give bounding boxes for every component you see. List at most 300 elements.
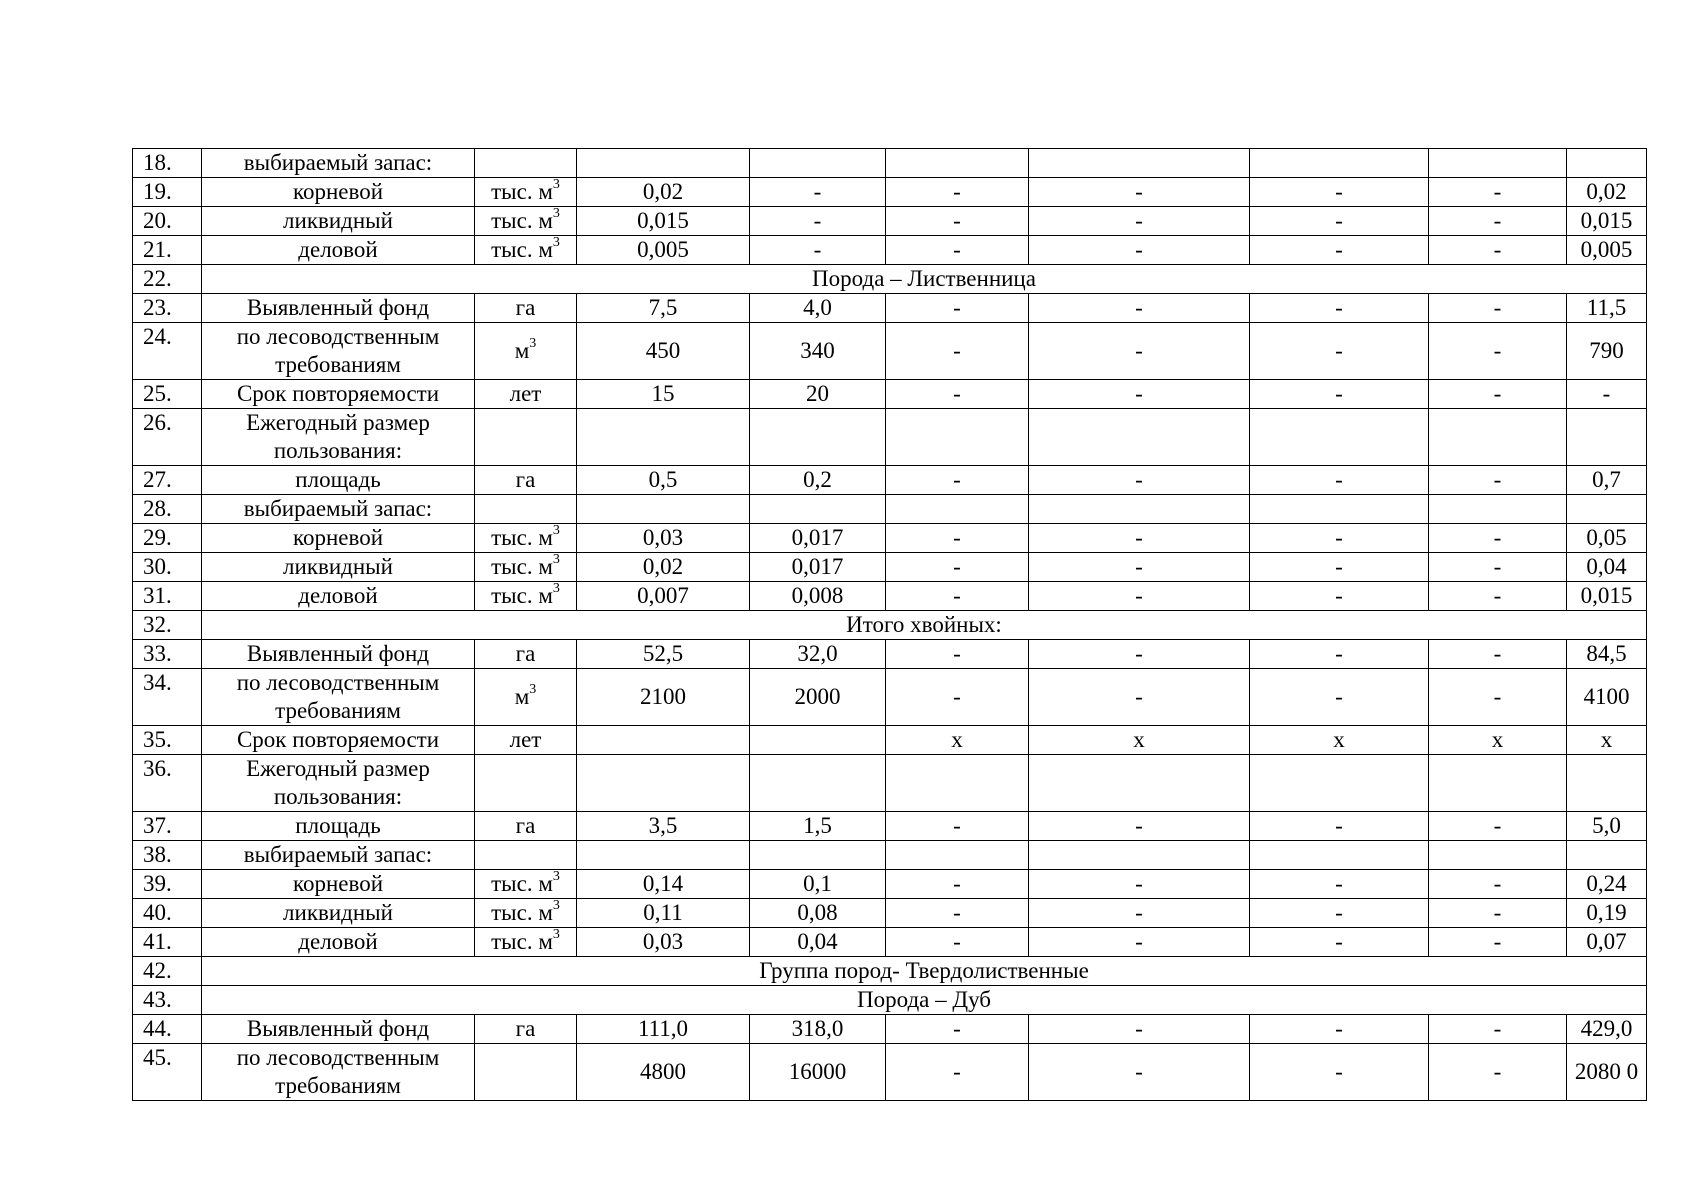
value-cell: -: [1250, 669, 1429, 726]
value-cell: 0,017: [750, 553, 886, 582]
value-cell: -: [1029, 1015, 1250, 1044]
value-cell: -: [886, 323, 1029, 380]
value-cell: -: [1250, 812, 1429, 841]
value-cell: [750, 726, 886, 755]
row-label: выбираемый запас:: [202, 149, 475, 178]
value-cell: -: [1429, 524, 1567, 553]
value-cell: -: [1429, 928, 1567, 957]
unit-cell: [475, 380, 577, 409]
table-row: [133, 582, 1647, 611]
table-row: [133, 870, 1647, 899]
value-cell: 20: [750, 380, 886, 409]
row-label: корневой: [202, 524, 475, 553]
value-cell: -: [1250, 466, 1429, 495]
value-cell: 0,11: [577, 899, 750, 928]
value-cell: 0,2: [750, 466, 886, 495]
value-cell: 1,5: [750, 812, 886, 841]
row-number: 30.: [133, 553, 202, 582]
unit-cell: [475, 582, 577, 611]
table-row: [133, 294, 1647, 323]
value-cell: [750, 755, 886, 812]
value-cell: -: [886, 870, 1029, 899]
value-cell: 0,015: [577, 207, 750, 236]
value-cell: 3,5: [577, 812, 750, 841]
value-cell: [750, 409, 886, 466]
value-cell: -: [1029, 582, 1250, 611]
value-cell: 0,007: [577, 582, 750, 611]
value-cell: -: [1429, 323, 1567, 380]
value-cell: [1567, 495, 1647, 524]
value-cell: 340: [750, 323, 886, 380]
unit-text: тыс. м: [491, 525, 553, 550]
value-cell: -: [1250, 323, 1429, 380]
section-title: Порода – Дуб: [202, 986, 1647, 1015]
row-number: 39.: [133, 870, 202, 899]
table-row: [133, 1044, 1647, 1101]
section-title: Группа пород- Твердолиственные: [202, 957, 1647, 986]
unit-text: м: [514, 684, 530, 709]
unit-superscript: 3: [552, 552, 560, 568]
value-cell: -: [886, 207, 1029, 236]
table-row: [133, 149, 1647, 178]
row-number: 19.: [133, 178, 202, 207]
value-cell: 2100: [577, 669, 750, 726]
table-row: [133, 466, 1647, 495]
value-cell: 0,02: [577, 553, 750, 582]
value-cell: 0,005: [577, 236, 750, 265]
table-row: [133, 553, 1647, 582]
value-cell: -: [1567, 380, 1647, 409]
value-cell: -: [886, 178, 1029, 207]
value-cell: -: [886, 236, 1029, 265]
row-label: площадь: [202, 466, 475, 495]
unit-text: тыс. м: [491, 179, 553, 204]
value-cell: 0,03: [577, 524, 750, 553]
table-row: [133, 1015, 1647, 1044]
value-cell: -: [1429, 1044, 1567, 1101]
value-cell: [886, 149, 1029, 178]
unit-superscript: 3: [552, 235, 560, 251]
value-cell: -: [1029, 640, 1250, 669]
unit-cell: [475, 870, 577, 899]
value-cell: [1429, 149, 1567, 178]
value-cell: х: [886, 726, 1029, 755]
value-cell: -: [1429, 812, 1567, 841]
value-cell: х: [1250, 726, 1429, 755]
value-cell: [1567, 409, 1647, 466]
value-cell: 0,017: [750, 524, 886, 553]
value-cell: -: [1250, 640, 1429, 669]
table-row: [133, 841, 1647, 870]
table-row: [133, 812, 1647, 841]
row-label: деловой: [202, 236, 475, 265]
row-number: 32.: [133, 611, 202, 640]
value-cell: [1250, 841, 1429, 870]
row-label: Ежегодный размер пользования:: [202, 755, 475, 812]
unit-text: тыс. м: [491, 871, 553, 896]
unit-cell: [475, 409, 577, 466]
value-cell: 11,5: [1567, 294, 1647, 323]
row-label: площадь: [202, 812, 475, 841]
row-label: Выявленный фонд: [202, 1015, 475, 1044]
value-cell: [886, 409, 1029, 466]
value-cell: [577, 149, 750, 178]
value-cell: 0,07: [1567, 928, 1647, 957]
value-cell: [1250, 409, 1429, 466]
row-label: корневой: [202, 178, 475, 207]
row-number: 29.: [133, 524, 202, 553]
value-cell: 450: [577, 323, 750, 380]
value-cell: -: [1250, 236, 1429, 265]
value-cell: 16000: [750, 1044, 886, 1101]
table-row: [133, 899, 1647, 928]
value-cell: 2080 0: [1567, 1044, 1647, 1101]
value-cell: 4100: [1567, 669, 1647, 726]
value-cell: -: [750, 236, 886, 265]
value-cell: [1429, 755, 1567, 812]
value-cell: -: [1250, 928, 1429, 957]
value-cell: 0,04: [750, 928, 886, 957]
value-cell: [1029, 409, 1250, 466]
section-row: [133, 957, 1647, 986]
value-cell: [1250, 149, 1429, 178]
section-title: Порода – Лиственница: [202, 265, 1647, 294]
unit-cell: [475, 726, 577, 755]
unit-text: га: [515, 295, 536, 320]
value-cell: 0,24: [1567, 870, 1647, 899]
value-cell: -: [1029, 236, 1250, 265]
value-cell: [1250, 755, 1429, 812]
row-number: 26.: [133, 409, 202, 466]
value-cell: -: [1029, 466, 1250, 495]
value-cell: -: [1250, 524, 1429, 553]
value-cell: -: [1029, 899, 1250, 928]
value-cell: [886, 495, 1029, 524]
value-cell: [750, 841, 886, 870]
value-cell: -: [1250, 1015, 1429, 1044]
row-number: 44.: [133, 1015, 202, 1044]
value-cell: 5,0: [1567, 812, 1647, 841]
value-cell: -: [1250, 899, 1429, 928]
row-number: 43.: [133, 986, 202, 1015]
value-cell: 0,05: [1567, 524, 1647, 553]
table-row: [133, 236, 1647, 265]
value-cell: -: [886, 928, 1029, 957]
value-cell: -: [886, 899, 1029, 928]
value-cell: -: [1029, 178, 1250, 207]
row-number: 20.: [133, 207, 202, 236]
value-cell: 0,19: [1567, 899, 1647, 928]
unit-cell: [475, 294, 577, 323]
value-cell: 4,0: [750, 294, 886, 323]
unit-cell: [475, 553, 577, 582]
unit-text: лет: [509, 727, 542, 752]
value-cell: -: [750, 207, 886, 236]
value-cell: -: [1429, 870, 1567, 899]
value-cell: 32,0: [750, 640, 886, 669]
unit-text: га: [515, 813, 536, 838]
row-number: 45.: [133, 1044, 202, 1101]
value-cell: [1250, 495, 1429, 524]
value-cell: -: [1029, 294, 1250, 323]
value-cell: -: [1029, 870, 1250, 899]
value-cell: [1029, 149, 1250, 178]
unit-cell: [475, 841, 577, 870]
row-number: 42.: [133, 957, 202, 986]
row-label: выбираемый запас:: [202, 841, 475, 870]
row-label: по лесоводственным требованиям: [202, 669, 475, 726]
unit-text: м: [514, 338, 530, 363]
value-cell: -: [1429, 294, 1567, 323]
table-row: [133, 640, 1647, 669]
table-row: [133, 380, 1647, 409]
forest-use-table: [132, 148, 1647, 1101]
value-cell: -: [1429, 207, 1567, 236]
table-row: [133, 409, 1647, 466]
value-cell: -: [1429, 466, 1567, 495]
row-number: 35.: [133, 726, 202, 755]
value-cell: -: [1029, 928, 1250, 957]
value-cell: -: [1429, 582, 1567, 611]
value-cell: 84,5: [1567, 640, 1647, 669]
value-cell: -: [1429, 669, 1567, 726]
unit-text: тыс. м: [491, 237, 553, 262]
value-cell: 0,1: [750, 870, 886, 899]
table-row: [133, 755, 1647, 812]
row-label: корневой: [202, 870, 475, 899]
row-label: Ежегодный размер пользования:: [202, 409, 475, 466]
value-cell: -: [886, 812, 1029, 841]
value-cell: 0,008: [750, 582, 886, 611]
value-cell: 0,02: [1567, 178, 1647, 207]
value-cell: -: [1429, 899, 1567, 928]
row-number: 24.: [133, 323, 202, 380]
value-cell: -: [1029, 669, 1250, 726]
unit-superscript: 3: [529, 336, 537, 352]
table-row: [133, 207, 1647, 236]
table-row: [133, 178, 1647, 207]
value-cell: 7,5: [577, 294, 750, 323]
value-cell: -: [886, 1044, 1029, 1101]
value-cell: [1567, 841, 1647, 870]
value-cell: -: [1429, 1015, 1567, 1044]
value-cell: [1429, 409, 1567, 466]
value-cell: 0,7: [1567, 466, 1647, 495]
unit-cell: [475, 928, 577, 957]
row-number: 25.: [133, 380, 202, 409]
section-row: [133, 265, 1647, 294]
value-cell: -: [886, 466, 1029, 495]
row-label: Выявленный фонд: [202, 640, 475, 669]
unit-cell: [475, 236, 577, 265]
value-cell: 0,08: [750, 899, 886, 928]
row-number: 21.: [133, 236, 202, 265]
value-cell: 0,04: [1567, 553, 1647, 582]
value-cell: -: [1250, 582, 1429, 611]
row-number: 41.: [133, 928, 202, 957]
data-table-sheet: [132, 148, 1646, 1101]
value-cell: [886, 755, 1029, 812]
unit-cell: [475, 640, 577, 669]
value-cell: 0,14: [577, 870, 750, 899]
unit-cell: [475, 899, 577, 928]
unit-cell: [475, 149, 577, 178]
row-number: 36.: [133, 755, 202, 812]
value-cell: [1429, 841, 1567, 870]
row-label: деловой: [202, 582, 475, 611]
value-cell: [1429, 495, 1567, 524]
value-cell: -: [1029, 524, 1250, 553]
value-cell: 0,02: [577, 178, 750, 207]
value-cell: -: [886, 582, 1029, 611]
value-cell: [750, 495, 886, 524]
value-cell: -: [1250, 553, 1429, 582]
row-label: ликвидный: [202, 553, 475, 582]
row-label: ликвидный: [202, 207, 475, 236]
value-cell: -: [886, 294, 1029, 323]
value-cell: -: [886, 640, 1029, 669]
value-cell: -: [1029, 207, 1250, 236]
unit-cell: [475, 812, 577, 841]
value-cell: -: [886, 553, 1029, 582]
unit-superscript: 3: [552, 869, 560, 885]
row-number: 40.: [133, 899, 202, 928]
unit-text: тыс. м: [491, 554, 553, 579]
value-cell: -: [1029, 812, 1250, 841]
unit-text: га: [515, 1016, 536, 1041]
value-cell: -: [886, 1015, 1029, 1044]
unit-cell: [475, 466, 577, 495]
table-row: [133, 669, 1647, 726]
value-cell: [1029, 495, 1250, 524]
value-cell: 4800: [577, 1044, 750, 1101]
value-cell: 0,03: [577, 928, 750, 957]
unit-superscript: 3: [552, 898, 560, 914]
value-cell: -: [886, 524, 1029, 553]
value-cell: [577, 755, 750, 812]
unit-cell: [475, 1044, 577, 1101]
value-cell: 0,015: [1567, 582, 1647, 611]
row-label: Срок повторяемости: [202, 726, 475, 755]
value-cell: -: [1250, 207, 1429, 236]
row-label: Срок повторяемости: [202, 380, 475, 409]
section-title: Итого хвойных:: [202, 611, 1647, 640]
value-cell: -: [1250, 1044, 1429, 1101]
row-number: 37.: [133, 812, 202, 841]
row-number: 31.: [133, 582, 202, 611]
table-row: [133, 495, 1647, 524]
value-cell: -: [886, 380, 1029, 409]
row-number: 34.: [133, 669, 202, 726]
row-number: 28.: [133, 495, 202, 524]
value-cell: -: [1250, 294, 1429, 323]
row-label: выбираемый запас:: [202, 495, 475, 524]
unit-cell: [475, 524, 577, 553]
value-cell: 0,5: [577, 466, 750, 495]
value-cell: 0,015: [1567, 207, 1647, 236]
row-label: деловой: [202, 928, 475, 957]
value-cell: [750, 149, 886, 178]
value-cell: х: [1567, 726, 1647, 755]
value-cell: -: [1029, 323, 1250, 380]
value-cell: 15: [577, 380, 750, 409]
row-number: 27.: [133, 466, 202, 495]
unit-superscript: 3: [529, 682, 537, 698]
row-number: 33.: [133, 640, 202, 669]
row-number: 18.: [133, 149, 202, 178]
unit-cell: [475, 755, 577, 812]
value-cell: -: [750, 178, 886, 207]
unit-superscript: 3: [552, 523, 560, 539]
section-row: [133, 986, 1647, 1015]
row-number: 38.: [133, 841, 202, 870]
row-number: 22.: [133, 265, 202, 294]
row-label: Выявленный фонд: [202, 294, 475, 323]
row-label: ликвидный: [202, 899, 475, 928]
value-cell: [577, 409, 750, 466]
table-row: [133, 323, 1647, 380]
unit-cell: [475, 178, 577, 207]
row-number: 23.: [133, 294, 202, 323]
unit-text: га: [515, 467, 536, 492]
value-cell: х: [1029, 726, 1250, 755]
row-label: по лесоводственным требованиям: [202, 323, 475, 380]
value-cell: -: [1029, 553, 1250, 582]
value-cell: -: [1250, 380, 1429, 409]
unit-text: тыс. м: [491, 208, 553, 233]
section-row: [133, 611, 1647, 640]
value-cell: -: [1429, 236, 1567, 265]
unit-text: тыс. м: [491, 900, 553, 925]
unit-cell: [475, 207, 577, 236]
value-cell: [1029, 755, 1250, 812]
table-row: [133, 726, 1647, 755]
value-cell: -: [1250, 178, 1429, 207]
unit-text: тыс. м: [491, 929, 553, 954]
value-cell: -: [1429, 553, 1567, 582]
value-cell: [886, 841, 1029, 870]
value-cell: -: [1029, 380, 1250, 409]
unit-cell: [475, 495, 577, 524]
value-cell: -: [1250, 870, 1429, 899]
value-cell: -: [1029, 1044, 1250, 1101]
value-cell: -: [886, 669, 1029, 726]
table-row: [133, 524, 1647, 553]
unit-text: тыс. м: [491, 583, 553, 608]
value-cell: -: [1429, 178, 1567, 207]
value-cell: [577, 841, 750, 870]
value-cell: 790: [1567, 323, 1647, 380]
unit-cell: [475, 323, 577, 380]
value-cell: 2000: [750, 669, 886, 726]
value-cell: 429,0: [1567, 1015, 1647, 1044]
value-cell: [1029, 841, 1250, 870]
value-cell: -: [1429, 380, 1567, 409]
value-cell: [1567, 755, 1647, 812]
value-cell: 52,5: [577, 640, 750, 669]
unit-text: лет: [509, 381, 542, 406]
unit-superscript: 3: [552, 177, 560, 193]
value-cell: 0,005: [1567, 236, 1647, 265]
unit-text: га: [515, 641, 536, 666]
value-cell: [577, 495, 750, 524]
value-cell: [1567, 149, 1647, 178]
value-cell: х: [1429, 726, 1567, 755]
value-cell: 111,0: [577, 1015, 750, 1044]
value-cell: [577, 726, 750, 755]
unit-superscript: 3: [552, 581, 560, 597]
unit-cell: [475, 1015, 577, 1044]
